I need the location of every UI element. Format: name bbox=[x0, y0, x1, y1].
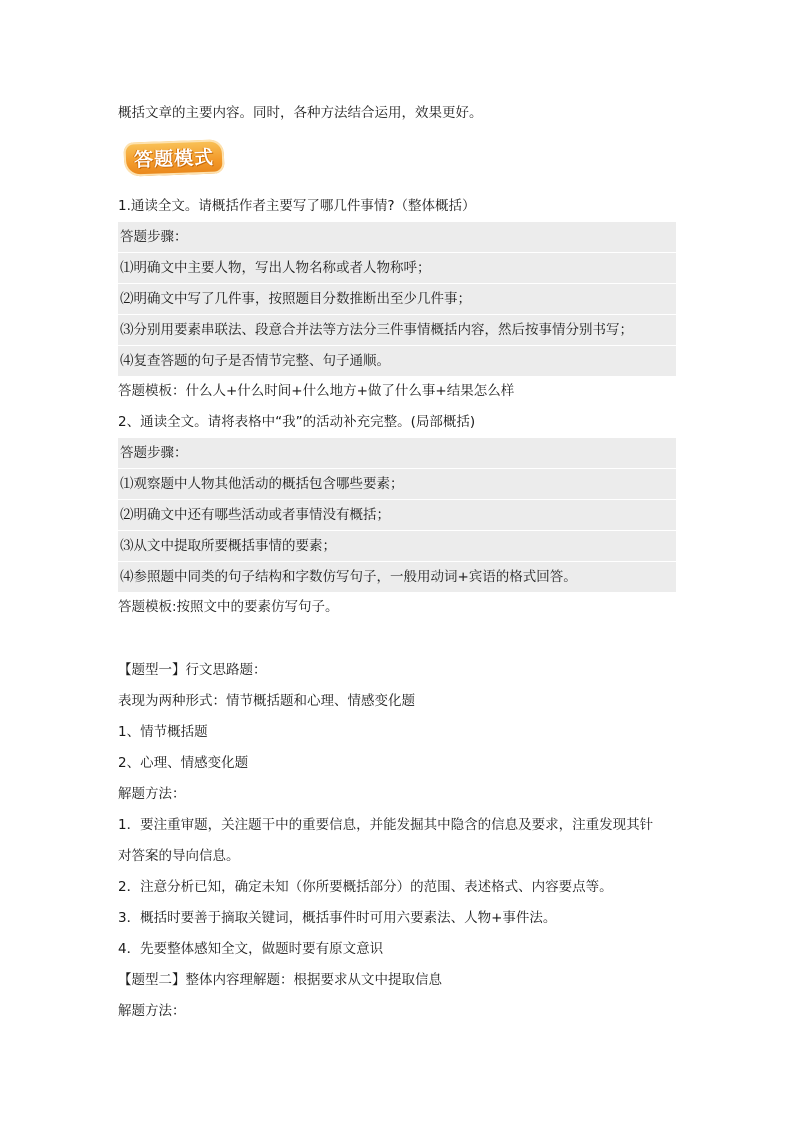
type-1-method-1: 1．要注重审题，关注题干中的重要信息，并能发掘其中隐含的信息及要求，注重发现其针 bbox=[118, 817, 654, 833]
answer-mode-badge: 答题模式 bbox=[123, 139, 224, 176]
step-item: ⑵明确文中还有哪些活动或者事情没有概括； bbox=[118, 500, 676, 531]
step-item: ⑴明确文中主要人物，写出人物名称或者人物称呼； bbox=[118, 253, 676, 284]
step-item: ⑶从文中提取所要概括事情的要素； bbox=[118, 531, 676, 562]
question-2-steps-box bbox=[118, 438, 676, 592]
question-1-steps-box bbox=[118, 222, 676, 376]
type-1-method-1-cont: 对答案的导向信息。 bbox=[118, 848, 240, 864]
steps-label: 答题步骤： bbox=[118, 438, 676, 469]
question-2-title: 2、通读全文。请将表格中“我”的活动补充完整。(局部概括) bbox=[118, 414, 476, 430]
step-item: ⑴观察题中人物其他活动的概括包含哪些要素； bbox=[118, 469, 676, 500]
step-item: ⑷复查答题的句子是否情节完整、句子通顺。 bbox=[120, 353, 390, 369]
type-1-method-4: 4．先要整体感知全文，做题时要有原文意识 bbox=[118, 941, 384, 957]
type-1-item-2: 2、心理、情感变化题 bbox=[118, 755, 249, 771]
question-2-template: 答题模板:按照文中的要素仿写句子。 bbox=[118, 599, 339, 615]
document-body bbox=[118, 98, 678, 1027]
type-1-title: 【题型一】行文思路题： bbox=[118, 662, 267, 678]
type-2-title: 【题型二】整体内容理解题：根据要求从文中提取信息 bbox=[118, 972, 442, 988]
type-1-method-2: 2．注意分析已知，确定未知（你所要概括部分）的范围、表述格式、内容要点等。 bbox=[118, 879, 613, 895]
type-1-method-3: 3．概括时要善于摘取关键词，概括事件时可用六要素法、人物+事件法。 bbox=[118, 910, 557, 926]
type-1-item-1: 1、情节概括题 bbox=[118, 724, 208, 740]
type-2-method-label: 解题方法： bbox=[118, 1003, 186, 1019]
steps-label: 答题步骤： bbox=[118, 222, 676, 253]
question-1-template: 答题模板：什么人+什么时间+什么地方+做了什么事+结果怎么样 bbox=[118, 383, 515, 399]
intro-paragraph: 概括文章的主要内容。同时，各种方法结合运用，效果更好。 bbox=[118, 105, 483, 121]
type-1-forms: 表现为两种形式：情节概括题和心理、情感变化题 bbox=[118, 693, 415, 709]
question-1-title: 1.通读全文。请概括作者主要写了哪几件事情?（整体概括） bbox=[118, 198, 476, 214]
step-item: ⑵明确文中写了几件事，按照题目分数推断出至少几件事； bbox=[118, 284, 676, 315]
spacer bbox=[118, 623, 678, 655]
step-item: ⑷参照题中同类的句子结构和字数仿写句子，一般用动词+宾语的格式回答。 bbox=[120, 569, 577, 585]
section-header bbox=[118, 129, 678, 191]
step-item: ⑶分别用要素串联法、段意合并法等方法分三件事情概括内容，然后按事情分别书写； bbox=[118, 315, 676, 346]
type-1-method-label: 解题方法： bbox=[118, 786, 186, 802]
